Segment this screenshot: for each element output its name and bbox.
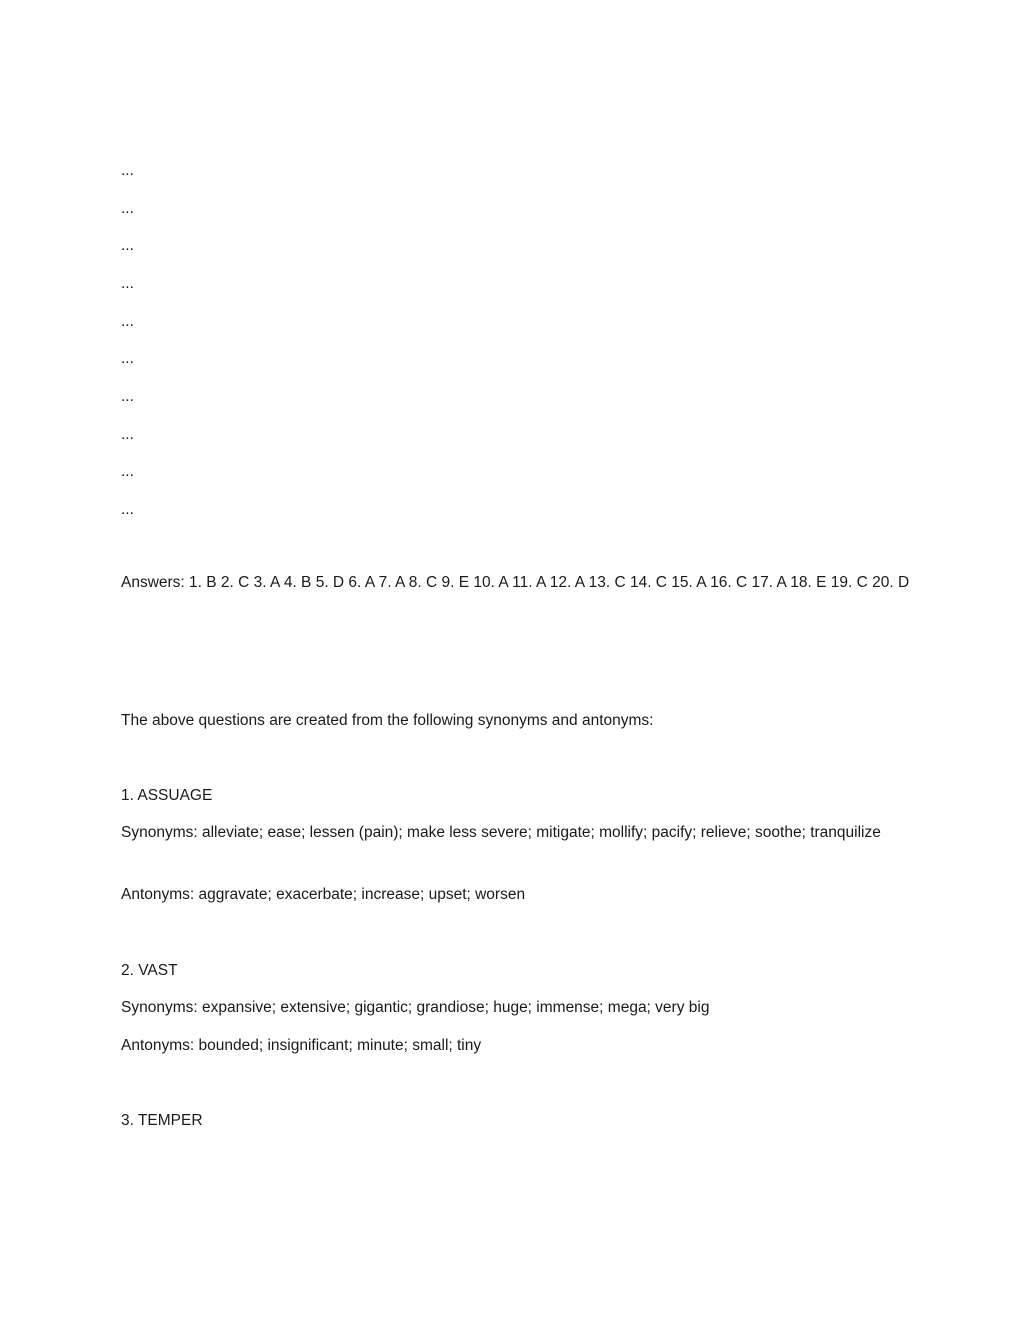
ellipsis-line: ...	[121, 162, 134, 179]
entry-heading: 2. VAST	[121, 962, 178, 979]
answers-paragraph: Answers: 1. B 2. C 3. A 4. B 5. D 6. A 7. A 8. C 9. E 10. A 11. A 12. A 13. C 14. C 15. A 16. C 17. A 18. E 19. C 20. D	[121, 574, 910, 591]
ellipsis-line: ...	[121, 275, 134, 292]
entry-heading: 1. ASSUAGE	[121, 787, 213, 804]
entry-synonyms: Synonyms: expansive; extensive; gigantic; grandiose; huge; immense; mega; very big	[121, 999, 710, 1016]
entry-antonyms: Antonyms: bounded; insignificant; minute; small; tiny	[121, 1037, 482, 1054]
ellipsis-line: ...	[121, 426, 134, 443]
ellipsis-line: ...	[121, 463, 134, 480]
ellipsis-line: ...	[121, 501, 134, 518]
intro-paragraph: The above questions are created from the following synonyms and antonyms:	[121, 712, 654, 729]
entry-antonyms: Antonyms: aggravate; exacerbate; increase; upset; worsen	[121, 886, 526, 903]
entry-heading: 3. TEMPER	[121, 1112, 203, 1129]
entry-synonyms: Synonyms: alleviate; ease; lessen (pain); make less severe; mitigate; mollify; pacify; relieve; soothe; tranquilize	[121, 824, 881, 841]
ellipsis-line: ...	[121, 388, 134, 405]
ellipsis-line: ...	[121, 237, 134, 254]
ellipsis-line: ...	[121, 350, 134, 367]
ellipsis-line: ...	[121, 313, 134, 330]
ellipsis-line: ...	[121, 200, 134, 217]
